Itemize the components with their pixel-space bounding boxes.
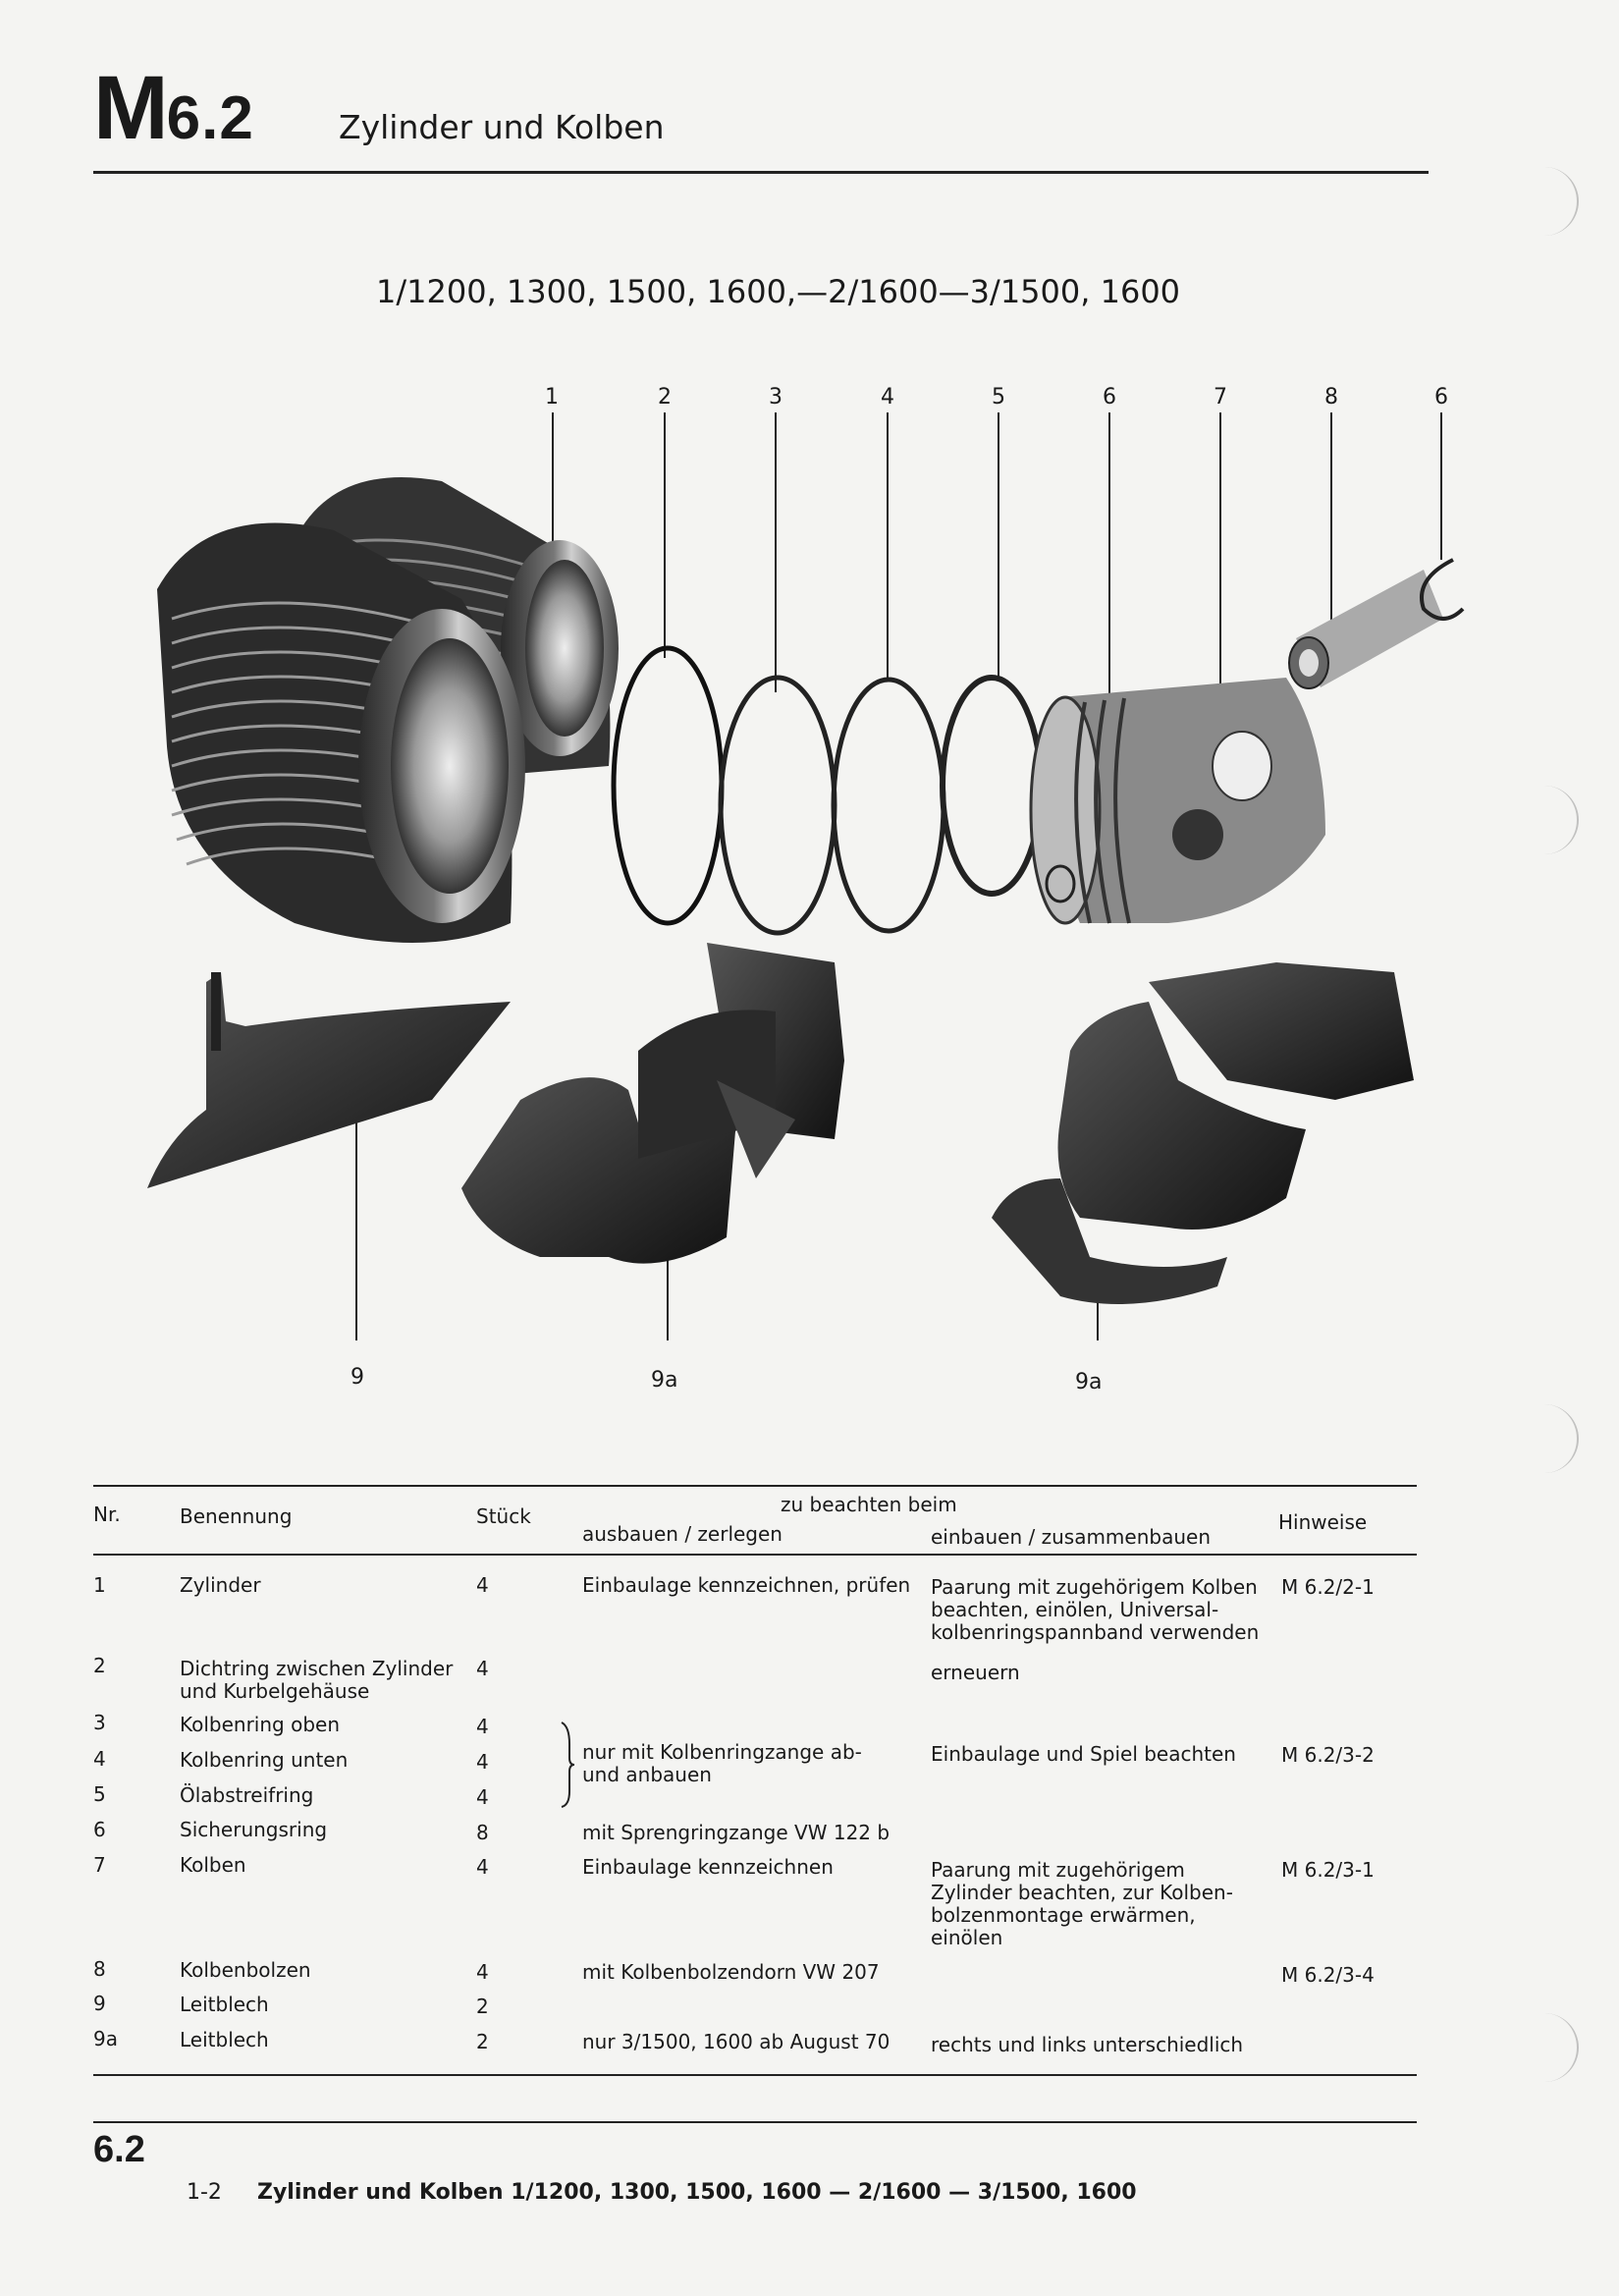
row-5-name: Ölabstreifring <box>180 1783 314 1807</box>
callout-9: 9 <box>351 1365 364 1390</box>
footer-section-number: 6.2 <box>93 2129 145 2170</box>
deflector-plate-9a-right <box>992 962 1414 1304</box>
row-1-qty: 4 <box>476 1573 489 1597</box>
col-header-remove: ausbauen / zerlegen <box>582 1522 783 1546</box>
row-2-install: erneuern <box>931 1661 1020 1684</box>
punch-hole-mark <box>1532 167 1579 236</box>
row-9a-remove: nur 3/1500, 1600 ab August 70 <box>582 2030 890 2053</box>
sealing-ring <box>614 648 722 923</box>
row-1-remove: Einbaulage kennzeichnen, prüfen <box>582 1573 911 1597</box>
section-code-letter: M <box>93 58 167 158</box>
callout-9a-right: 9a <box>1075 1370 1103 1394</box>
row-9a-qty: 2 <box>476 2030 489 2053</box>
row-7-install: Paarung mit zugehörigem Zylinder beachten, zur Kolben-bolzenmontage erwärmen, einölen <box>931 1858 1233 1949</box>
row-7-name: Kolben <box>180 1853 246 1877</box>
row-3-nr: 3 <box>93 1711 106 1734</box>
col-header-group: zu beachten beim <box>781 1493 957 1516</box>
table-bottom-rule <box>93 2074 1417 2076</box>
row-8-name: Kolbenbolzen <box>180 1958 311 1982</box>
row-2-qty: 4 <box>476 1657 489 1680</box>
punch-hole-mark <box>1532 786 1579 854</box>
row-1-nr: 1 <box>93 1573 106 1597</box>
row-9-nr: 9 <box>93 1992 106 2015</box>
row-7-remove: Einbaulage kennzeichnen <box>582 1855 834 1879</box>
callout-4: 4 <box>881 385 894 410</box>
row-6-remove: mit Sprengringzange VW 122 b <box>582 1821 890 1844</box>
oil-scraper-ring <box>943 678 1041 894</box>
row-1-notes: M 6.2/2-1 <box>1281 1575 1375 1599</box>
row-2-nr: 2 <box>93 1654 106 1677</box>
callout-8: 8 <box>1324 385 1338 410</box>
row-8-qty: 4 <box>476 1960 489 1984</box>
col-header-name: Benennung <box>180 1504 293 1528</box>
row-4-notes: M 6.2/3-2 <box>1281 1743 1375 1767</box>
row-9a-nr: 9a <box>93 2027 118 2050</box>
rows-3-5-bracket <box>556 1721 575 1809</box>
deflector-plate-9 <box>147 972 511 1188</box>
row-1-name: Zylinder <box>180 1573 261 1597</box>
row-8-notes: M 6.2/3-4 <box>1281 1963 1375 1987</box>
row-9a-install: rechts und links unterschiedlich <box>931 2033 1244 2056</box>
header-rule <box>93 171 1429 174</box>
callout-1: 1 <box>545 385 559 410</box>
section-code-number: 6.2 <box>166 84 254 152</box>
col-header-nr: Nr. <box>93 1503 121 1526</box>
piston-ring-bottom <box>834 680 944 931</box>
piston-ring-top <box>721 678 835 933</box>
row-3-name: Kolbenring oben <box>180 1713 341 1736</box>
row-9-qty: 2 <box>476 1995 489 2018</box>
row-5-qty: 4 <box>476 1785 489 1809</box>
row-4-name: Kolbenring unten <box>180 1748 349 1772</box>
callout-6: 6 <box>1103 385 1116 410</box>
row-6-name: Sicherungsring <box>180 1818 328 1841</box>
piston-pin <box>1289 570 1443 688</box>
footer-page-number: 1-2 <box>187 2180 222 2205</box>
callout-9a-left: 9a <box>651 1368 678 1393</box>
page-title: Zylinder und Kolben <box>339 108 665 146</box>
footer-rule <box>93 2121 1417 2123</box>
row-8-remove: mit Kolbenbolzendorn VW 207 <box>582 1960 880 1984</box>
callout-6b: 6 <box>1434 385 1448 410</box>
callout-5: 5 <box>992 385 1005 410</box>
row-4-qty: 4 <box>476 1750 489 1774</box>
punch-hole-mark <box>1532 1404 1579 1473</box>
table-top-rule <box>93 1485 1417 1487</box>
row-2-name: Dichtring zwischen Zylinder und Kurbelgehäuse <box>180 1657 454 1703</box>
row-6-nr: 6 <box>93 1818 106 1841</box>
row-7-notes: M 6.2/3-1 <box>1281 1858 1375 1882</box>
row-9-name: Leitblech <box>180 1993 269 2016</box>
col-header-install: einbauen / zusammenbauen <box>931 1525 1211 1549</box>
row-9a-name: Leitblech <box>180 2028 269 2051</box>
row-4-install: Einbaulage und Spiel beachten <box>931 1742 1236 1766</box>
row-3-qty: 4 <box>476 1715 489 1738</box>
deflector-plate-9a-left <box>461 943 844 1264</box>
row-5-nr: 5 <box>93 1782 106 1806</box>
callout-3: 3 <box>769 385 783 410</box>
diagram-subtitle: 1/1200, 1300, 1500, 1600,—2/1600—3/1500, 1600 <box>376 273 1181 310</box>
piston <box>1031 678 1325 923</box>
section-code <box>93 57 254 160</box>
row-6-qty: 8 <box>476 1821 489 1844</box>
col-header-qty: Stück <box>476 1504 531 1528</box>
col-header-notes: Hinweise <box>1278 1510 1368 1534</box>
row-7-nr: 7 <box>93 1853 106 1877</box>
row-7-qty: 4 <box>476 1855 489 1879</box>
exploded-parts-diagram <box>147 373 1522 1404</box>
footer-title: Zylinder und Kolben 1/1200, 1300, 1500, 1600 — 2/1600 — 3/1500, 1600 <box>257 2180 1137 2205</box>
callout-2: 2 <box>658 385 672 410</box>
row-4-remove: nur mit Kolbenringzange ab- und anbauen <box>582 1740 862 1786</box>
row-1-install: Paarung mit zugehörigem Kolben beachten, einölen, Universal-kolbenringspannband verwenden <box>931 1575 1260 1644</box>
row-4-nr: 4 <box>93 1747 106 1771</box>
table-header-rule <box>93 1554 1417 1556</box>
row-8-nr: 8 <box>93 1957 106 1981</box>
callout-7: 7 <box>1214 385 1227 410</box>
punch-hole-mark <box>1532 2013 1579 2082</box>
